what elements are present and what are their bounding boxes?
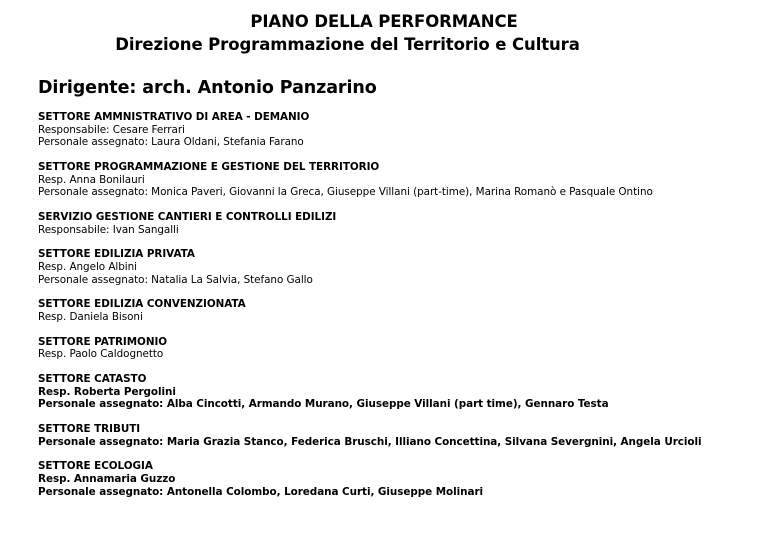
section-tributi [38, 423, 758, 448]
section-patrimonio [38, 336, 758, 361]
section-line: Personale assegnato: Alba Cincotti, Armando Murano, Giuseppe Villani (part time), Gennaro Testa [38, 398, 609, 411]
section-line: Resp. Annamaria Guzzo [38, 472, 176, 485]
section-name: SERVIZIO GESTIONE CANTIERI E CONTROLLI EDILIZI [38, 210, 337, 223]
section-line: Responsabile: Cesare Ferrari [38, 123, 185, 136]
section-line: Responsabile: Ivan Sangalli [38, 223, 179, 236]
section-line: Resp. Roberta Pergolini [38, 385, 176, 398]
section-line: Personale assegnato: Laura Oldani, Stefania Farano [38, 136, 304, 149]
section-line: Resp. Anna Bonilauri [38, 173, 145, 186]
section-line: Resp. Angelo Albini [38, 260, 137, 273]
dirigente-heading: Dirigente: arch. Antonio Panzarino [38, 78, 377, 98]
section-name: SETTORE TRIBUTI [38, 423, 141, 435]
section-amministrativo [38, 111, 758, 149]
section-name: SETTORE AMMNISTRATIVO DI AREA - DEMANIO [38, 111, 310, 123]
section-name: SETTORE EDILIZIA PRIVATA [38, 248, 195, 261]
section-cantieri [38, 211, 758, 236]
section-name: SETTORE EDILIZIA CONVENZIONATA [38, 298, 246, 311]
section-line: Resp. Paolo Caldognetto [38, 348, 164, 361]
section-catasto [38, 373, 758, 411]
section-name: SETTORE ECOLOGIA [38, 460, 153, 473]
section-programmazione [38, 161, 758, 199]
section-line: Personale assegnato: Antonella Colombo, Loredana Curti, Giuseppe Molinari [38, 485, 484, 498]
section-edilizia-convenzionata [38, 298, 758, 323]
section-line: Resp. Daniela Bisoni [38, 310, 143, 323]
section-name: SETTORE CATASTO [38, 373, 147, 386]
section-line: Personale assegnato: Maria Grazia Stanco, Federica Bruschi, Illiano Concettina, Silvana Severgnini, Angela Urcioli [38, 435, 702, 448]
section-ecologia [38, 460, 758, 498]
section-name: SETTORE PATRIMONIO [38, 335, 168, 348]
section-line: Personale assegnato: Natalia La Salvia, Stefano Gallo [38, 273, 313, 286]
sections-list [38, 111, 758, 510]
section-edilizia-privata [38, 248, 758, 286]
section-name: SETTORE PROGRAMMAZIONE E GESTIONE DEL TERRITORIO [38, 160, 380, 173]
document-title: PIANO DELLA PERFORMANCE [250, 12, 518, 31]
document-subtitle: Direzione Programmazione del Territorio e Cultura [115, 35, 580, 54]
section-line: Personale assegnato: Monica Paveri, Giovanni la Greca, Giuseppe Villani (part-time), Marina Romanò e Pasquale Ontino [38, 186, 653, 199]
